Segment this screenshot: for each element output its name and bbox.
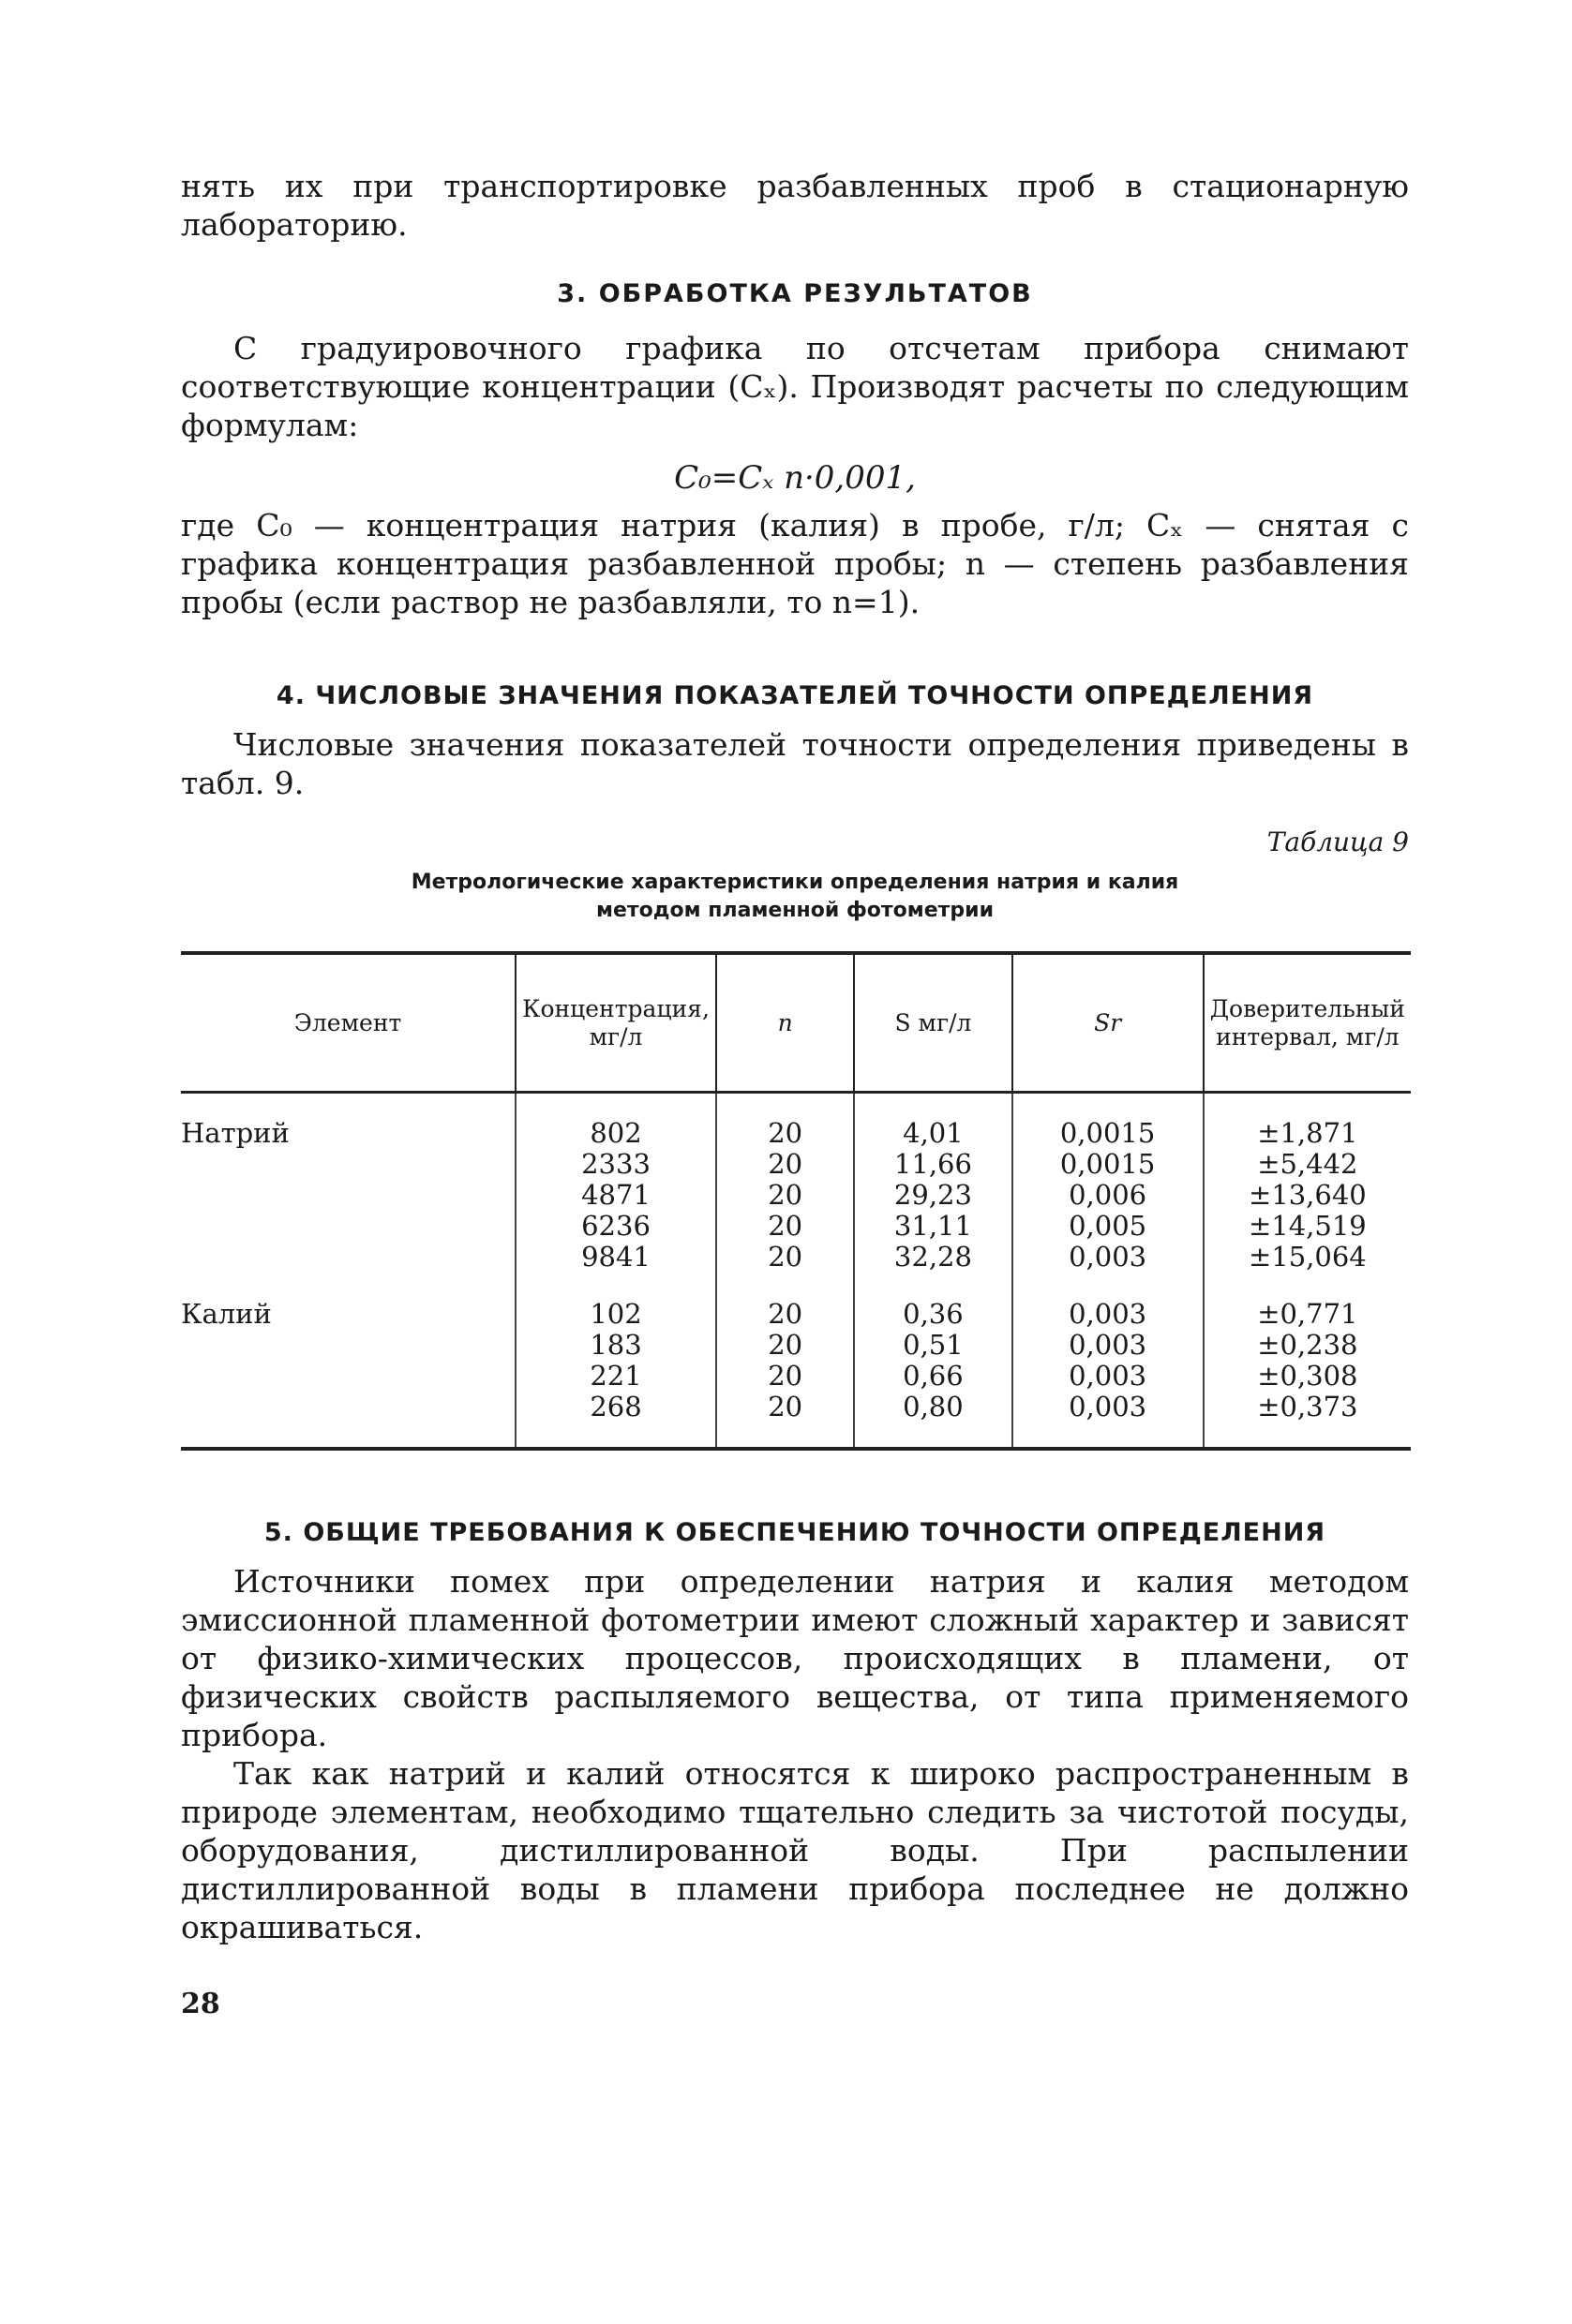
table-cell-value: 20 [768,1298,803,1330]
formula: C₀=Cₓ n·0,001, [674,459,916,497]
table-cell-value: 4,01 [903,1117,964,1149]
intro-paragraph: нять их при транспортировке разбавленных проб в стационарную лабораторию. [181,168,1409,243]
section-3-paragraph-1: С градуировочного графика по отсчетам прибора снимают соответствующие концентрации (Cₓ). Производят расчеты по следующим формулам: [181,330,1409,443]
table-cell-value: 4871 [581,1179,651,1211]
table-caption [181,869,1409,925]
cell-concentration [516,1286,716,1449]
table-cell-value: 11,66 [893,1148,972,1180]
header-element: Элемент [293,1008,402,1036]
cell-sr [1012,1286,1204,1449]
table-cell-value: 2333 [581,1148,651,1180]
table-cell-value: 0,003 [1069,1391,1147,1423]
table-cell-value: 0,003 [1069,1241,1147,1273]
table-cell-value: ±13,640 [1248,1179,1367,1211]
header-concentration: Концентрация, мг/л [516,953,716,1093]
section-5-paragraph-2: Так как натрий и калий относятся к широко распространенным в природе элементам, необходимо тщательно следить за чистотой посуды, оборудования, дистиллированной воды. При распылении дистиллированной воды в пламени прибора последнее не должно окрашиваться. [181,1755,1409,1945]
metrology-table [181,951,1411,1451]
table-cell-value: 31,11 [893,1210,972,1242]
table-cell-value: 0,003 [1069,1298,1147,1330]
table-caption-line-1: Метрологические характеристики определения натрия и калия [411,871,1179,894]
table-row-sodium [181,1093,1411,1287]
table-cell-value: 0,80 [903,1391,964,1423]
section-4-heading: 4. ЧИСЛОВЫЕ ЗНАЧЕНИЯ ПОКАЗАТЕЛЕЙ ТОЧНОСТИ ОПРЕДЕЛЕНИЯ [276,681,1314,710]
cell-element-potassium: Калий [181,1298,272,1330]
table-cell-value: 29,23 [893,1179,972,1211]
table-cell-value: 32,28 [893,1241,972,1273]
table-cell-value: 183 [590,1329,642,1361]
cell-sr [1012,1093,1204,1287]
table-cell-value: 802 [590,1117,642,1149]
cell-concentration [516,1093,716,1287]
table-caption-line-2: методом пламенной фотометрии [596,899,994,922]
table-cell-value: 20 [768,1329,803,1361]
table-cell-value: 0,003 [1069,1360,1147,1392]
section-3-heading: 3. ОБРАБОТКА РЕЗУЛЬТАТОВ [557,279,1033,308]
cell-s [854,1286,1011,1449]
header-s: S мг/л [854,953,1011,1093]
header-n: n [716,953,854,1093]
table-cell-value: 20 [768,1117,803,1149]
page-number: 28 [181,1988,220,2020]
section-3-paragraph-2: где C₀ — концентрация натрия (калия) в пробе, г/л; Cₓ — снятая с графика концентрация разбавленной пробы; n — степень разбавления пробы (если раствор не разбавляли, то n=1). [181,507,1409,620]
table-cell-value: 6236 [581,1210,651,1242]
document-page [181,0,1409,2020]
table-label: Таблица 9 [1266,827,1409,857]
table-cell-value: 20 [768,1391,803,1423]
table-cell-value: 20 [768,1210,803,1242]
cell-n [716,1286,854,1449]
table-cell-value: 20 [768,1360,803,1392]
table-cell-value: ±5,442 [1257,1148,1358,1180]
cell-element-sodium: Натрий [181,1117,290,1149]
table-cell-value: 0,66 [903,1360,964,1392]
table-cell-value: 102 [590,1298,642,1330]
section-5-heading: 5. ОБЩИЕ ТРЕБОВАНИЯ К ОБЕСПЕЧЕНИЮ ТОЧНОСТИ ОПРЕДЕЛЕНИЯ [263,1518,1326,1547]
table-cell-value: ±0,373 [1257,1391,1358,1423]
table-header-row [181,953,1411,1093]
header-confidence-interval: Доверительный интервал, мг/л [1204,953,1411,1093]
table-cell-value: ±1,871 [1257,1117,1358,1149]
cell-s [854,1093,1011,1287]
table-cell-value: 0,005 [1069,1210,1147,1242]
table-cell-value: 0,0015 [1059,1117,1156,1149]
table-cell-value: 9841 [581,1241,651,1273]
section-5-paragraph-1: Источники помех при определении натрия и калия методом эмиссионной пламенной фотометрии имеют сложный характер и зависят от физико-химических процессов, происходящих в пламени, от физических свойств распыляемого вещества, от типа применяемого прибора. [181,1563,1409,1753]
table-cell-value: 0,003 [1069,1329,1147,1361]
table-cell-value: 221 [590,1360,642,1392]
table-cell-value: 0,36 [903,1298,964,1330]
table-cell-value: 20 [768,1241,803,1273]
table-cell-value: 20 [768,1179,803,1211]
cell-confidence-interval [1204,1093,1411,1287]
table-cell-value: 0,006 [1069,1179,1147,1211]
header-sr: Sr [1012,953,1204,1093]
table-row-potassium [181,1286,1411,1449]
table-cell-value: ±15,064 [1248,1241,1367,1273]
table-cell-value: ±14,519 [1248,1210,1367,1242]
table-cell-value: ±0,308 [1257,1360,1358,1392]
cell-n [716,1093,854,1287]
section-4-paragraph: Числовые значения показателей точности определения приведены в табл. 9. [181,726,1409,801]
table-cell-value: 0,0015 [1059,1148,1156,1180]
table-cell-value: ±0,771 [1257,1298,1358,1330]
table-cell-value: ±0,238 [1257,1329,1358,1361]
cell-confidence-interval [1204,1286,1411,1449]
table-cell-value: 268 [590,1391,642,1423]
table-cell-value: 0,51 [903,1329,964,1361]
table-cell-value: 20 [768,1148,803,1180]
